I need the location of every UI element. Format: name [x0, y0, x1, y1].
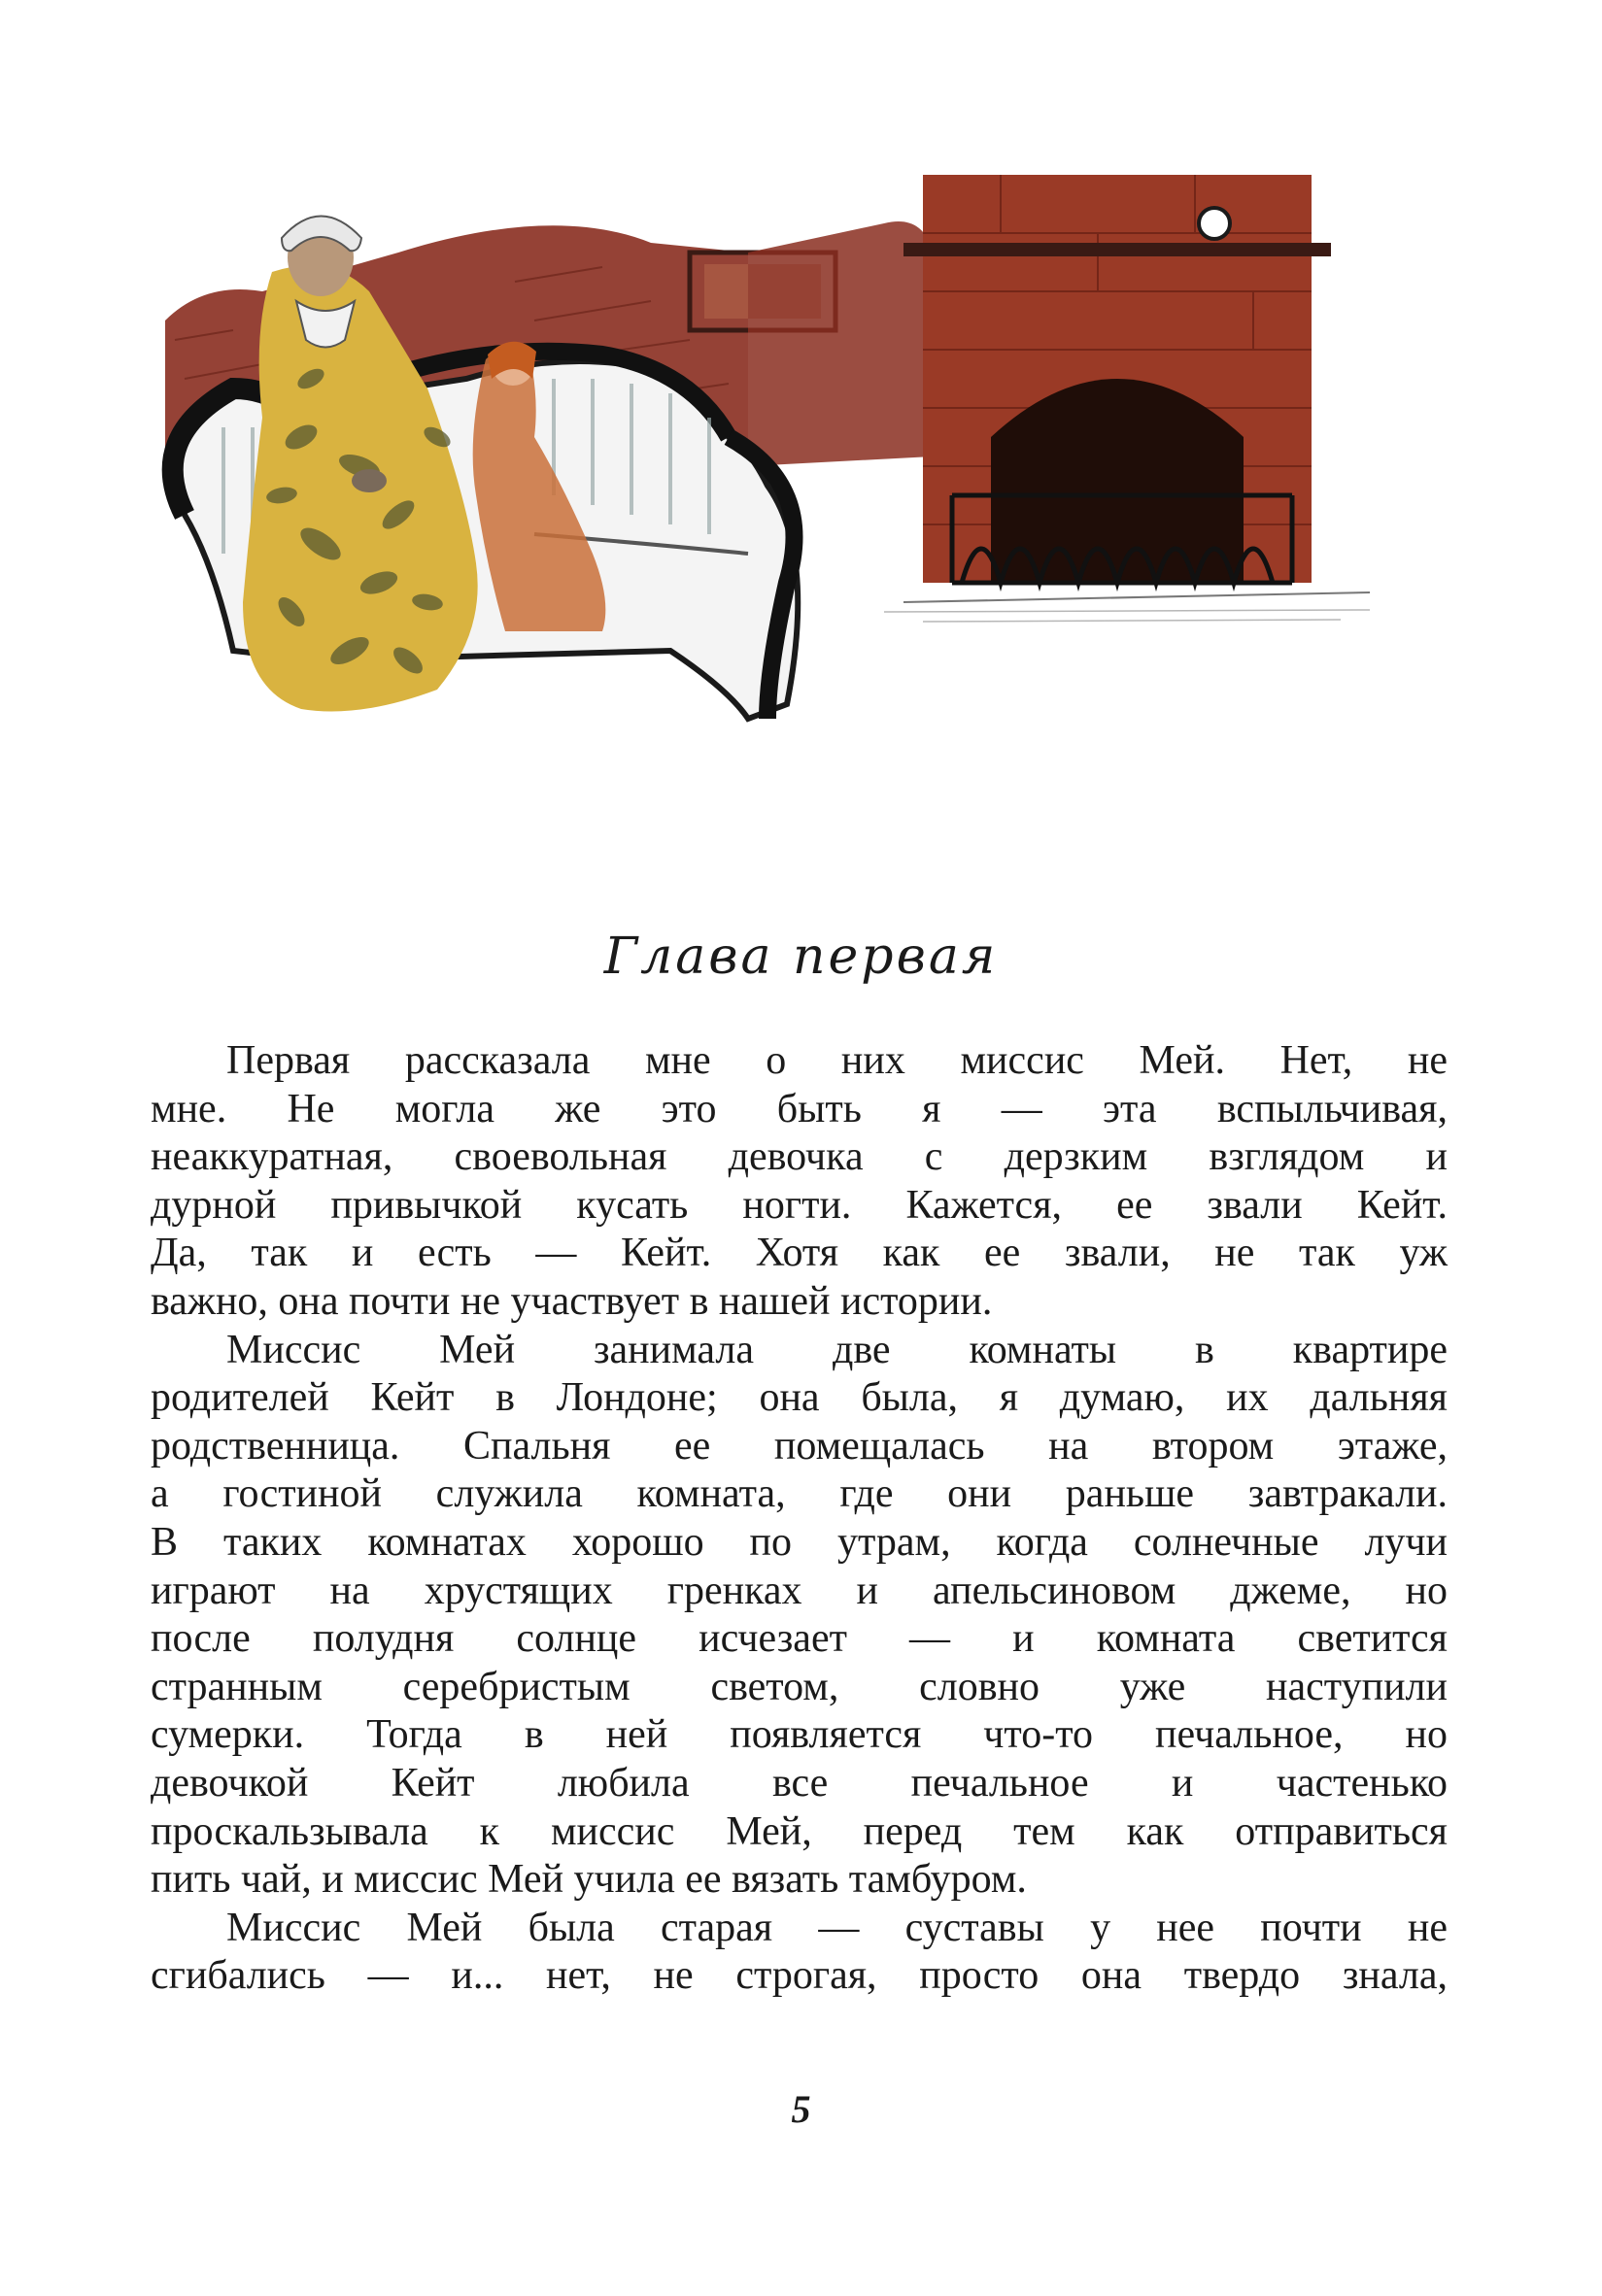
text-line: странным серебристым светом, словно уже наступили — [151, 1664, 1448, 1709]
text-line: а гостиной служила комната, где они раньше завтракали. — [151, 1471, 1448, 1517]
text-line: Да, так и есть — Кейт. Хотя как ее звали, не так уж — [151, 1231, 1448, 1276]
text-line: родителей Кейт в Лондоне; она была, я думаю, их дальняя — [151, 1375, 1448, 1421]
text-line: неаккуратная, своевольная девочка с дерзким взглядом и — [151, 1134, 1448, 1180]
text-line: В таких комнатах хорошо по утрам, когда солнечные лучи — [151, 1519, 1448, 1565]
text-line: сумерки. Тогда в ней появляется что-то печальное, но — [151, 1712, 1448, 1758]
illustration-drawing — [146, 146, 1457, 728]
text-line: Миссис Мей занимала две комнаты в квартире — [226, 1327, 1448, 1372]
text-line: Миссис Мей была старая — суставы у нее почти не — [226, 1905, 1448, 1950]
text-line: девочкой Кейт любила все печальное и частенько — [151, 1760, 1448, 1806]
text-line: играют на хрустящих гренках и апельсиновом джеме, но — [151, 1568, 1448, 1613]
text-line: сгибались — и... нет, не строгая, просто она твердо знала, — [151, 1953, 1448, 1999]
text-line: Первая рассказала мне о них миссис Мей. Нет, не — [226, 1038, 1448, 1083]
page-number: 5 — [791, 2087, 811, 2131]
text-line: родственница. Спальня ее помещалась на втором этаже, — [151, 1423, 1448, 1469]
text-line: мне. Не могла же это быть я — эта вспыльчивая, — [151, 1086, 1448, 1131]
text-line: после полудня солнце исчезает — и комната светится — [151, 1616, 1448, 1662]
chapter-body — [151, 1037, 1448, 2001]
text-line: дурной привычкой кусать ногти. Кажется, ее звали Кейт. — [151, 1182, 1448, 1228]
chapter-illustration — [146, 146, 1457, 728]
text-line: пить чай, и миссис Мей учила ее вязать тамбуром. — [151, 1857, 1027, 1903]
text-line: проскальзывала к миссис Мей, перед тем как отправиться — [151, 1808, 1448, 1854]
chapter-title: Глава первая — [603, 928, 999, 986]
text-line: важно, она почти не участвует в нашей истории. — [151, 1278, 993, 1324]
